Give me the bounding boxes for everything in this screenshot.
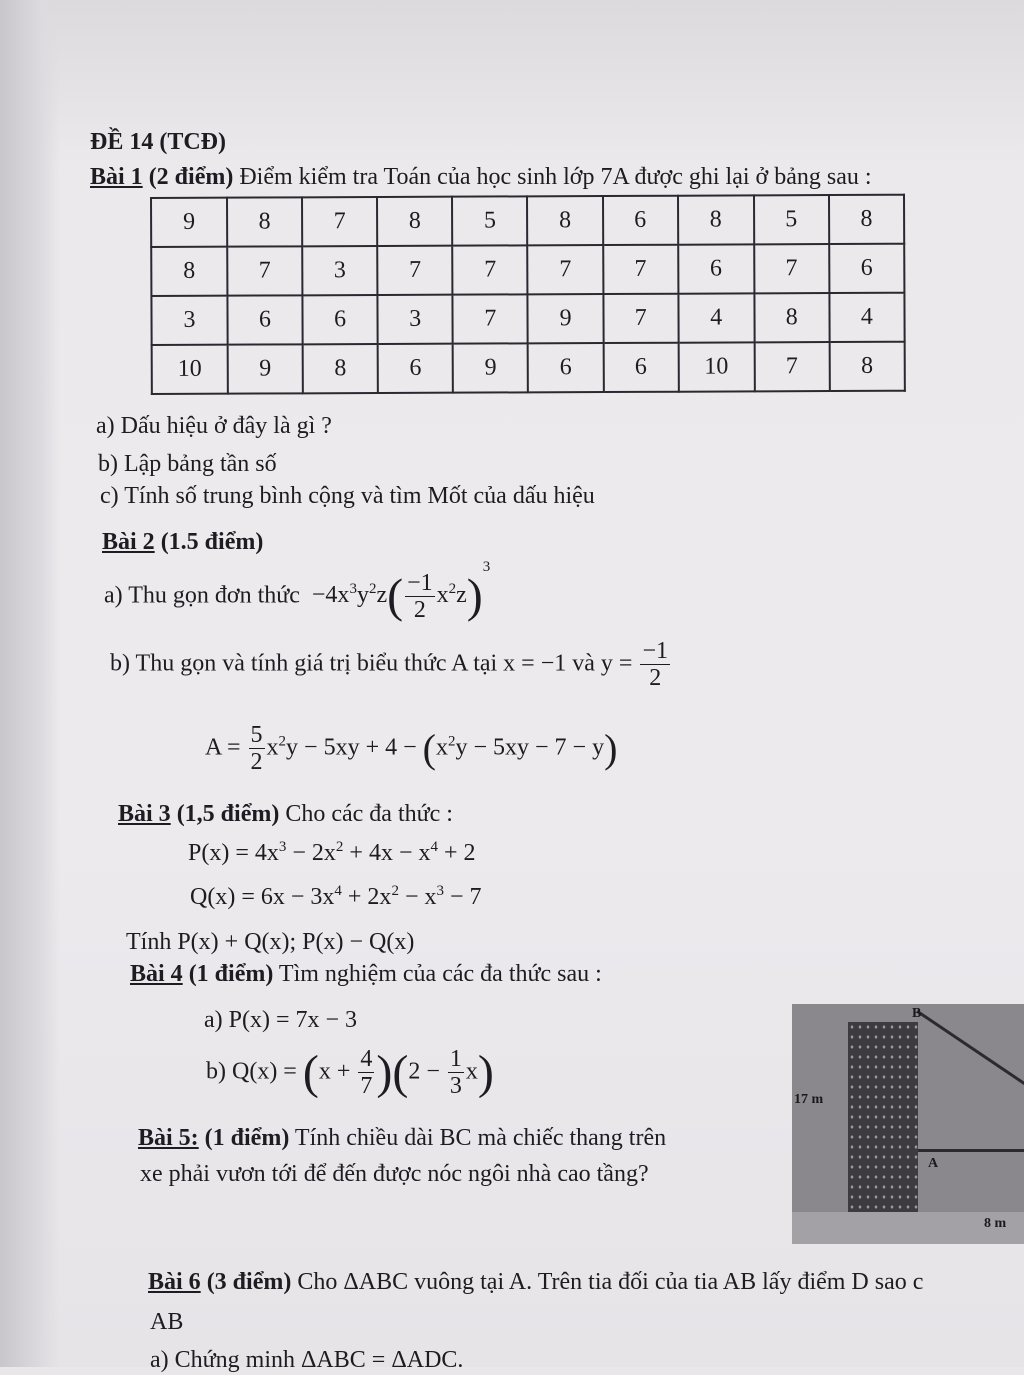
table-cell: 8 bbox=[678, 195, 754, 244]
table-cell: 9 bbox=[228, 344, 303, 393]
table-cell: 4 bbox=[829, 293, 904, 342]
bai1-text: Điểm kiểm tra Toán của học sinh lớp 7A được ghi lại ở bảng sau : bbox=[239, 164, 872, 190]
table-cell: 7 bbox=[528, 245, 603, 294]
table-cell: 9 bbox=[151, 198, 227, 247]
bai4-part-b: b) Q(x) = (x + $\frac{4}{7}$ )(2 − $\frac{1}{3}$ x) bbox=[206, 1045, 494, 1100]
table-cell: 5 bbox=[754, 195, 829, 244]
exam-title: ĐỀ 14 (TCĐ) bbox=[90, 129, 226, 155]
figure-label-b: B bbox=[912, 1006, 922, 1021]
table-cell: 3 bbox=[151, 296, 227, 345]
table-cell: 7 bbox=[603, 294, 678, 343]
bai4-b-numerator-2: 1 bbox=[449, 1046, 462, 1072]
table-cell: 3 bbox=[302, 246, 377, 295]
table-row bbox=[151, 195, 904, 247]
bai2-part-b bbox=[110, 638, 672, 692]
bai3-heading bbox=[118, 800, 453, 829]
table-cell: 6 bbox=[678, 244, 754, 293]
table-cell: 10 bbox=[152, 345, 228, 394]
table-cell: 8 bbox=[754, 293, 829, 342]
table-cell: 8 bbox=[303, 344, 378, 393]
bai5-label: Bài 5: bbox=[138, 1125, 199, 1151]
figure-base-label: 8 m bbox=[984, 1216, 1007, 1231]
building-shape bbox=[848, 1022, 918, 1212]
table-cell: 6 bbox=[302, 295, 377, 344]
bai1-question-a: a) Dấu hiệu ở đây là gì ? bbox=[96, 413, 332, 439]
bai4-text: Tìm nghiệm của các đa thức sau : bbox=[278, 961, 602, 987]
bai5-points: (1 điểm) bbox=[204, 1125, 290, 1151]
table-row bbox=[151, 293, 904, 345]
bai3-text: Cho các đa thức : bbox=[285, 801, 453, 827]
table-cell: 7 bbox=[603, 245, 678, 294]
table-cell: 8 bbox=[829, 195, 904, 244]
table-cell: 4 bbox=[678, 293, 754, 342]
table-cell: 7 bbox=[453, 245, 528, 294]
bai2-a-numerator: −1 bbox=[407, 570, 433, 596]
table-cell: 7 bbox=[227, 246, 302, 295]
bai2-b-text: b) Thu gọn và tính giá trị biểu thức A tại x = −1 và y = bbox=[110, 650, 633, 677]
bai2-a-denominator: 2 bbox=[413, 597, 426, 624]
table-cell: 9 bbox=[453, 343, 528, 392]
table-cell: 7 bbox=[453, 294, 528, 343]
bai3-label: Bài 3 bbox=[118, 801, 171, 827]
bai4-b-denominator-2: 3 bbox=[449, 1073, 462, 1100]
bai6-text: Cho ΔABC vuông tại A. Trên tia đối của tia AB lấy điểm D sao c bbox=[297, 1269, 924, 1295]
table-row bbox=[151, 244, 904, 296]
table-cell: 8 bbox=[829, 342, 904, 391]
table-cell: 7 bbox=[377, 246, 452, 295]
bai2-b-denominator: 2 bbox=[649, 665, 662, 692]
bai5-line1: Tính chiều dài BC mà chiếc thang trên bbox=[294, 1125, 667, 1151]
bai4-b-denominator-1: 7 bbox=[360, 1073, 373, 1100]
bai1-question-c: c) Tính số trung bình cộng và tìm Mốt của dấu hiệu bbox=[100, 483, 595, 509]
table-cell: 10 bbox=[678, 342, 754, 391]
table-cell: 7 bbox=[754, 342, 829, 391]
bai2-points: (1.5 điểm) bbox=[160, 529, 264, 555]
table-cell: 7 bbox=[302, 197, 377, 246]
bai4-label: Bài 4 bbox=[130, 961, 183, 987]
bai2-label: Bài 2 bbox=[102, 529, 155, 555]
bai3-points: (1,5 điểm) bbox=[176, 801, 280, 827]
bai6-heading bbox=[148, 1268, 1024, 1297]
table-cell: 5 bbox=[452, 196, 527, 245]
table-row bbox=[152, 342, 905, 394]
bai2-A-numerator: 5 bbox=[250, 722, 263, 748]
bai3-task: Tính P(x) + Q(x); P(x) − Q(x) bbox=[126, 929, 415, 955]
polynomial-P: $P(x) = 4x^3 - 2x^2 + 4x - x^4 + 2$ bbox=[188, 839, 476, 866]
table-cell: 6 bbox=[829, 244, 904, 293]
figure-label-a: A bbox=[928, 1156, 939, 1171]
bai5-line2: xe phải vươn tới để đến được nóc ngôi nhà cao tầng? bbox=[140, 1161, 649, 1187]
table-cell: 8 bbox=[227, 197, 302, 246]
polynomial-Q: $Q(x) = 6x - 3x^4 + 2x^2 - x^3 - 7$ bbox=[190, 883, 482, 910]
bai6-points: (3 điểm) bbox=[206, 1269, 292, 1295]
table-cell: 9 bbox=[528, 294, 603, 343]
bai5-heading bbox=[138, 1124, 666, 1153]
truck-line bbox=[918, 1149, 1024, 1152]
bai1-label: Bài 1 bbox=[90, 164, 143, 190]
bai4-heading bbox=[130, 960, 602, 989]
page-edge-shadow bbox=[0, 0, 60, 1367]
bai2-part-a bbox=[104, 559, 491, 624]
bai4-b-prefix: b) Q(x) = bbox=[206, 1058, 297, 1085]
bai2-a-expression: $-4x^3y^2z$( $\frac{-1}{2}$ $x^2z)^3$ bbox=[305, 559, 491, 624]
table-cell: 8 bbox=[527, 196, 602, 245]
table-cell: 6 bbox=[603, 196, 678, 245]
table-cell: 8 bbox=[377, 197, 452, 246]
ladder-building-figure bbox=[792, 1004, 1024, 1244]
table-cell: 7 bbox=[754, 244, 829, 293]
bai2-heading bbox=[102, 528, 263, 557]
figure-height-label: 17 m bbox=[794, 1092, 824, 1107]
bai4-part-a: a) P(x) = 7x − 3 bbox=[204, 1007, 358, 1033]
table-cell: 6 bbox=[528, 343, 603, 392]
bai6-label: Bài 6 bbox=[148, 1269, 201, 1295]
table-cell: 6 bbox=[603, 343, 678, 392]
bai2-expression-A: A = $\frac{5}{2}$ $x^2y - 5xy + 4 - (x^2y - 5xy - 7 - y)$ bbox=[205, 722, 618, 776]
table-cell: 6 bbox=[227, 295, 302, 344]
bai2-A-denominator: 2 bbox=[250, 749, 263, 776]
bai1-points: (2 điểm) bbox=[148, 164, 234, 190]
bai6-part-a: a) Chứng minh ΔABC = ΔADC. bbox=[150, 1347, 464, 1373]
scores-table bbox=[150, 194, 906, 395]
ladder-line bbox=[916, 1010, 1024, 1102]
bai4-b-numerator-1: 4 bbox=[360, 1046, 373, 1072]
bai6-line2: AB bbox=[150, 1309, 184, 1335]
bai1-heading bbox=[90, 163, 872, 192]
table-cell: 6 bbox=[378, 344, 453, 393]
bai4-points: (1 điểm) bbox=[188, 961, 274, 987]
bai1-question-b: b) Lập bảng tần số bbox=[98, 451, 277, 477]
bai2-b-numerator: −1 bbox=[642, 638, 668, 664]
bai2-a-text: a) Thu gọn đơn thức bbox=[104, 582, 300, 609]
table-cell: 8 bbox=[151, 247, 227, 296]
table-cell: 3 bbox=[378, 295, 453, 344]
